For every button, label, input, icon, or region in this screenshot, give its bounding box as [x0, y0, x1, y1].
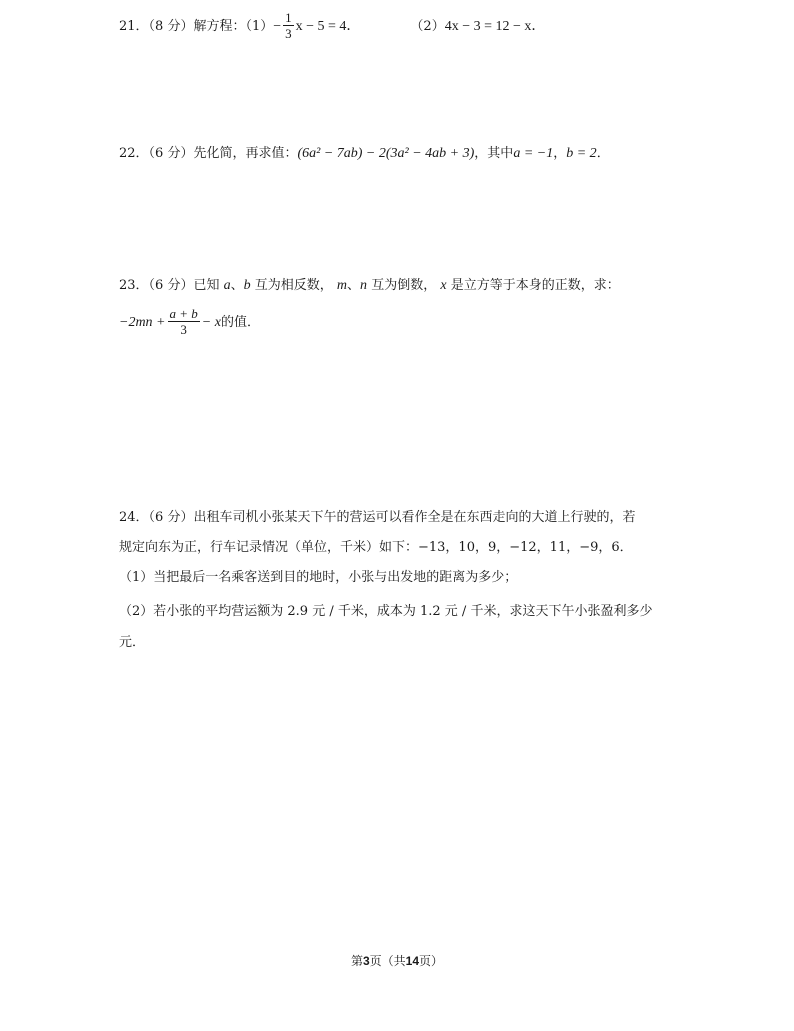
q23-var-b: b: [243, 278, 251, 293]
q23-heading: 23．（6 分）已知: [119, 278, 220, 293]
q22-end: ．: [596, 146, 610, 161]
question-23-line-2: [119, 307, 260, 338]
q22-mid-text: ，其中: [474, 146, 514, 161]
question-24-line-4: （2）若小张的平均营运额为 2.9 元 / 千米，成本为 1.2 元 / 千米，求这天下午小张盈利多少: [119, 604, 653, 619]
q21-equation-1-rest: x − 5 = 4．: [295, 19, 361, 34]
q21-part-2-label: （2）: [410, 19, 445, 34]
page-footer: [0, 952, 794, 969]
q23-expression-end: − x: [201, 315, 221, 330]
q22-condition-b: b = 2: [566, 146, 597, 161]
q22-condition-a: a = −1: [513, 146, 554, 161]
q23-tail: 的值．: [220, 315, 260, 330]
q22-separator: ，: [553, 146, 567, 161]
footer-suffix: 页）: [419, 954, 444, 968]
question-24-line-1: 24．（6 分）出租车司机小张某天下午的营运可以看作全是在东西走向的大道上行驶的，若: [119, 510, 636, 525]
q22-expression: (6a² − 7ab) − 2(3a² − 4ab + 3): [297, 146, 475, 161]
footer-prefix: 第: [350, 954, 363, 968]
q23-fraction-numerator: a + b: [169, 306, 198, 321]
q22-heading: 22．（6 分）先化简，再求值：: [119, 146, 298, 161]
q23-var-m: m: [336, 278, 348, 293]
q23-var-n: n: [360, 278, 368, 293]
footer-mid: 页（共: [369, 954, 406, 968]
question-22: [119, 147, 610, 161]
question-23-line-1: [119, 279, 620, 293]
question-21: 21．（8 分）解方程：（1）− $\frac{1}{3}$ x − 5 = 4． （2）4x − 3 = 12 − x．: [119, 10, 546, 41]
q23-dun-2: 、: [347, 278, 361, 293]
q21-equation-2: 4x − 3 = 12 − x．: [444, 19, 546, 34]
question-24-line-5: 元．: [119, 635, 146, 650]
q23-var-x: x: [440, 278, 447, 293]
question-24-line-3: （1）当把最后一名乘客送到目的地时，小张与出发地的距离为多少；: [119, 570, 518, 585]
footer-page-number: 3: [362, 954, 370, 968]
question-24-line-2: 规定向东为正，行车记录情况（单位，千米）如下：−13，10，9，−12，11，−9，6．: [119, 540, 633, 555]
q23-dun-1: 、: [230, 278, 244, 293]
footer-total-pages: 14: [405, 954, 420, 968]
q23-text-1: 互为相反数，: [254, 278, 333, 293]
q21-fraction: [283, 10, 294, 41]
q23-fraction-denominator: 3: [180, 322, 187, 337]
q23-text-3: 是立方等于本身的正数，求：: [450, 278, 620, 293]
q23-text-2: 互为倒数，: [371, 278, 437, 293]
q21-heading: 21．（8 分）解方程：（1）: [119, 19, 274, 34]
q23-var-a: a: [223, 278, 231, 293]
q23-expression-start: −2mn +: [119, 315, 166, 330]
q21-fraction-numerator: 1: [285, 10, 292, 25]
q21-fraction-denominator: 3: [285, 26, 292, 41]
q23-fraction: [168, 306, 200, 337]
